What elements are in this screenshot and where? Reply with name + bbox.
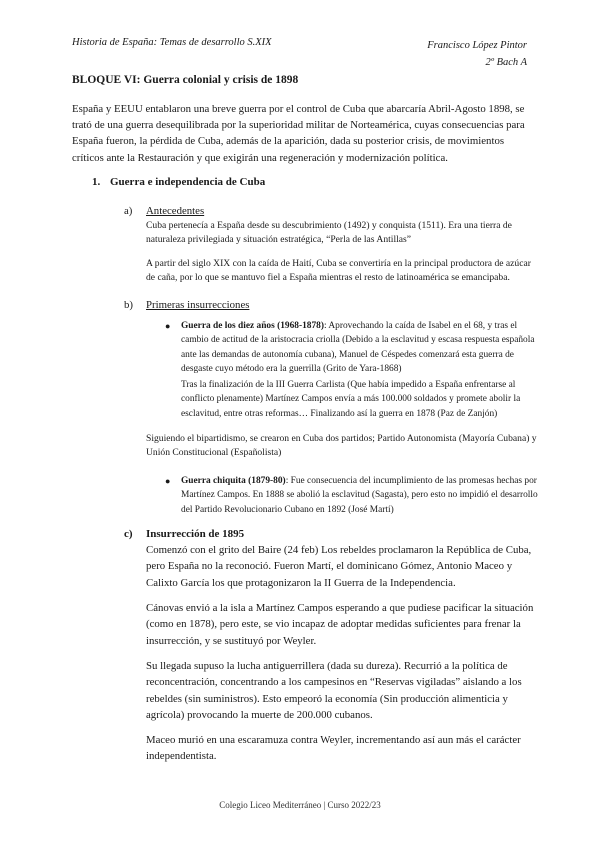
header-subject: Historia de España: Temas de desarrollo S.XIX: [72, 37, 272, 48]
block-title: BLOQUE VI: Guerra colonial y crisis de 1898: [72, 74, 299, 86]
subsection-a-title: Antecedentes: [146, 205, 205, 217]
page-footer: Colegio Liceo Mediterráneo | Curso 2022/23: [219, 800, 381, 810]
subsection-c-title: Insurrección de 1895: [146, 528, 245, 540]
section-1-number: 1.: [92, 176, 101, 188]
insurreccion-paragraph-4: Maceo murió en una escaramuza contra Weyler, incrementando así aun más el carácter independentista.: [146, 734, 521, 763]
bipartidismo-note: Siguiendo el bipartidismo, se crearon en Cuba dos partidos; Partido Autonomista (Mayoría Cubana) y Unión Constitucional (Españolista): [146, 433, 537, 459]
antecedentes-paragraph-2: A partir del siglo XIX con la caída de Haití, Cuba se convertiría en la principal productora de azúcar de caña, por lo que se mantuvo fiel a España mientras el resto de latinoamérica se emancipaba.: [146, 258, 531, 284]
bullet-icon: ●: [165, 321, 171, 331]
header-author: Francisco López Pintor: [427, 40, 527, 51]
bullet-diez-anos-title: Guerra de los diez años (1968-1878): [181, 321, 324, 331]
subsection-a-heading: [124, 205, 204, 217]
subsection-b-heading: [124, 299, 249, 311]
subsection-b-letter: b): [124, 299, 133, 311]
header-author-block: [427, 37, 527, 71]
bullet-diez-anos-text: : Aprovechando la caída de Isabel en el 68, y tras el cambio de actitud de la aristocracia criolla (Debido a la esclavitud y escasa respuesta española ante las demandas de autonomía cubana), Manuel de Céspedes comenzará esta guerra de desgaste cuyo método era la guerrilla (Grito de Yara-1868): [181, 321, 535, 374]
header-course: 2º Bach A: [485, 57, 527, 68]
subsection-c-heading: [124, 528, 244, 540]
bullet-diez-anos-paragraph-2: Tras la finalización de la III Guerra Carlista (Que había impedido a España enfrentarse al conflicto plenamente) Martínez Campos envía a más 100.000 soldados y promete abolir la esclavitud, entre otras reformas… Finalizando así la guerra en 1878 (Paz de Zanjón): [181, 380, 521, 419]
subsection-c-letter: c): [124, 528, 133, 540]
subsection-b-title: Primeras insurrecciones: [146, 299, 250, 311]
insurreccion-paragraph-1: Comenzó con el grito del Baire (24 feb) Los rebeldes proclamaron la República de Cuba, pero España no la reconoció. Fueron Martí, el dominicano Gómez, Antonio Maceo y Calixto García los que protagonizaron la II Guerra de la Independencia.: [146, 544, 532, 589]
intro-paragraph: España y EEUU entablaron una breve guerra por el control de Cuba que abarcaría Abril-Agosto 1898, se trató de una guerra desequilibrada por la superioridad militar de Norteamérica, cuyas consecuencias para España fueron, la pérdida de Cuba, además de la aparición, dada su posterior crisis, de movimientos críticos ante la Restauración y que exigirán una regeneración y modernización política.: [72, 103, 525, 164]
insurreccion-paragraph-2: Cánovas envió a la isla a Martínez Campos esperando a que pudiese pacificar la situación (como en 1878), pero este, se vio incapaz de adoptar medidas suficientes para frenar la insurrección, y se sustituyó por Weyler.: [146, 602, 534, 647]
bullet-guerra-chiquita: [181, 474, 541, 517]
section-1-title: Guerra e independencia de Cuba: [110, 176, 266, 188]
section-1-heading: [92, 176, 265, 188]
bullet-guerra-chiquita-title: Guerra chiquita (1879-80): [181, 476, 286, 486]
subsection-a-letter: a): [124, 205, 133, 217]
bullet-diez-anos: [181, 319, 541, 376]
bullet-icon: ●: [165, 476, 171, 486]
bullet-guerra-chiquita-text: : Fue consecuencia del incumplimiento de las promesas hechas por Martínez Campos. En 1888 se abolió la esclavitud (Sagasta), pero esto no impidió el desarrollo del Partido Revolucionario Cubano en 1892 (José Martí): [181, 476, 538, 515]
insurreccion-paragraph-3: Su llegada supuso la lucha antiguerrillera (dada su dureza). Recurrió a la política de reconcentración, concentrando a los campesinos en “Reservas vigiladas” aislando a los rebeldes (sin suministros). Esto empeoró la economía (Sin producción alimenticia y agrícola) provocando la muerte de 200.000 cubanos.: [146, 660, 522, 721]
antecedentes-paragraph-1: Cuba pertenecía a España desde su descubrimiento (1492) y conquista (1511). Era una tierra de naturaleza privilegiada y situación estratégica, “Perla de las Antillas”: [146, 220, 512, 246]
